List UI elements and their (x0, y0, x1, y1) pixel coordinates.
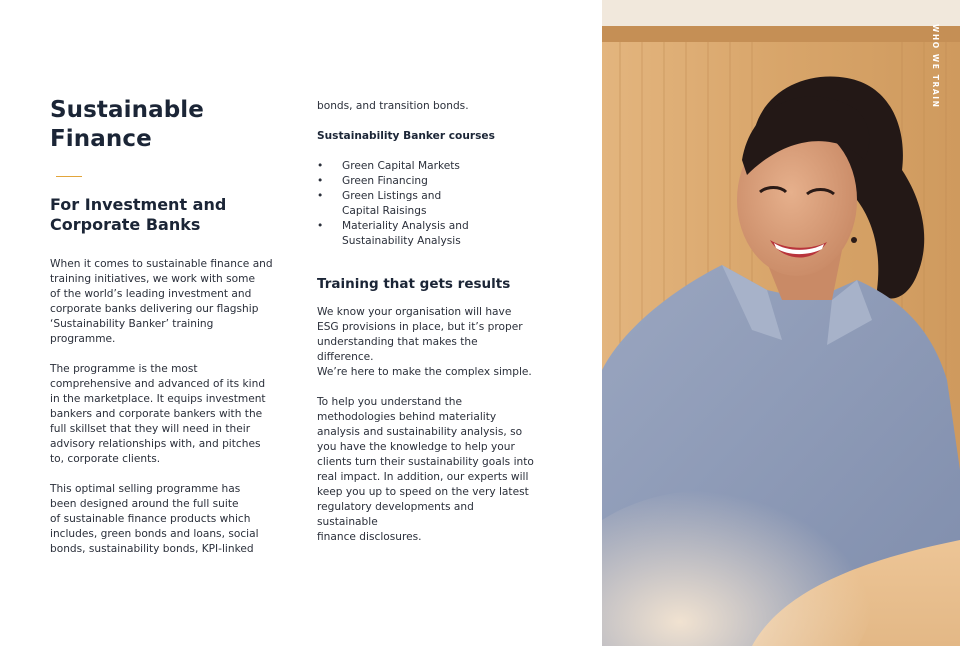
text-line: understanding that makes the difference. (317, 336, 478, 363)
text-line: real impact. In addition, our experts will (317, 471, 529, 483)
text-line: corporate banks delivering our flagship (50, 303, 259, 315)
text-line: Green Financing (342, 175, 428, 187)
title-line-1: Sustainable (50, 97, 204, 123)
course-item (317, 159, 537, 174)
title-accent-rule (56, 176, 82, 177)
ceiling-strip (602, 0, 960, 28)
results-heading: Training that gets results (317, 276, 511, 292)
text-line: bankers and corporate bankers with the (50, 408, 263, 420)
course-item (317, 219, 537, 249)
side-section-label: WHO WE TRAIN (931, 24, 940, 109)
text-line: We’re here to make the complex simple. (317, 366, 532, 378)
subtitle-line-2: Corporate Banks (50, 215, 201, 234)
text-line: of sustainable finance products which (50, 513, 251, 525)
programme-paragraph (50, 362, 276, 467)
text-line: advisory relationships with, and pitches (50, 438, 261, 450)
text-line: analysis and sustainability analysis, so (317, 426, 523, 438)
course-label (342, 219, 537, 249)
text-line: regulatory developments and sustainable (317, 501, 474, 528)
text-line: been designed around the full suite (50, 498, 239, 510)
text-line: includes, green bonds and loans, social (50, 528, 259, 540)
bullet-icon: • (317, 160, 324, 172)
products-paragraph (50, 482, 276, 557)
text-line: methodologies behind materiality (317, 411, 497, 423)
text-line: ‘Sustainability Banker’ training programme. (50, 318, 214, 345)
continuation-text: bonds, and transition bonds. (317, 100, 469, 112)
course-label (342, 189, 537, 219)
course-list (317, 159, 537, 249)
text-line: full skillset that they will need in their (50, 423, 251, 435)
courses-heading: Sustainability Banker courses (317, 130, 495, 142)
course-label (342, 159, 537, 174)
text-line: comprehensive and advanced of its kind (50, 378, 266, 390)
course-item (317, 189, 537, 219)
text-line: you have the knowledge to help your (317, 441, 515, 453)
text-line: Green Listings and (342, 190, 442, 202)
left-column (50, 96, 276, 557)
bullet-icon: • (317, 175, 324, 187)
text-line: to, corporate clients. (50, 453, 161, 465)
methodology-paragraph (317, 395, 537, 545)
course-label (342, 174, 537, 189)
bullet-icon: • (317, 220, 324, 232)
bullet-icon: • (317, 190, 324, 202)
photo-illustration (602, 0, 960, 646)
middle-column (317, 99, 537, 545)
title-line-2: Finance (50, 126, 152, 152)
section-subtitle (50, 195, 276, 235)
text-line: This optimal selling programme has (50, 483, 241, 495)
text-line: of the world’s leading investment and (50, 288, 252, 300)
text-line: bonds, sustainability bonds, KPI-linked (50, 543, 254, 555)
text-line: in the marketplace. It equips investment (50, 393, 266, 405)
text-line: We know your organisation will have (317, 306, 512, 318)
text-line: training initiatives, we work with some (50, 273, 255, 285)
subtitle-line-1: For Investment and (50, 195, 227, 214)
esg-paragraph (317, 305, 537, 380)
text-line: Materiality Analysis and (342, 220, 469, 232)
text-line: keep you up to speed on the very latest (317, 486, 529, 498)
text-line: Capital Raisings (342, 205, 427, 217)
text-line: Sustainability Analysis (342, 235, 461, 247)
course-item (317, 174, 537, 189)
earring (851, 237, 857, 243)
text-line: To help you understand the (317, 396, 463, 408)
text-line: finance disclosures. (317, 531, 422, 543)
hero-photo (602, 0, 960, 646)
text-line: Green Capital Markets (342, 160, 460, 172)
text-line: When it comes to sustainable finance and (50, 258, 273, 270)
text-line: The programme is the most (50, 363, 198, 375)
intro-paragraph (50, 257, 276, 347)
wall-trim (602, 26, 960, 42)
text-line: clients turn their sustainability goals into (317, 456, 534, 468)
text-line: ESG provisions in place, but it’s proper (317, 321, 523, 333)
page-title (50, 96, 276, 154)
